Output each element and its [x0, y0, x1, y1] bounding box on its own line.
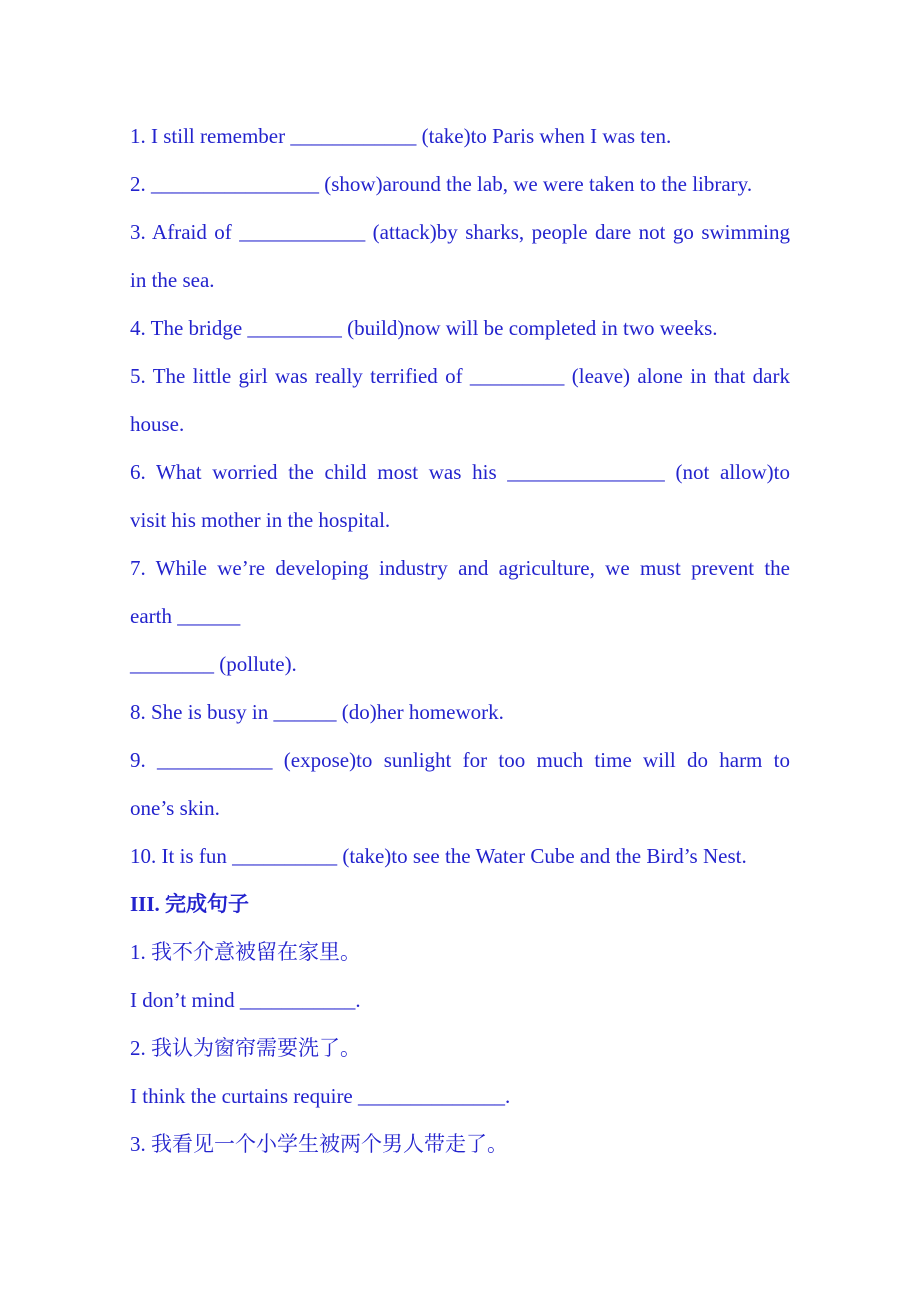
completion-item-1-chinese: 1. 我不介意被留在家里。: [130, 940, 361, 964]
exercise-item-9-line-2: one’s skin.: [130, 796, 220, 820]
exercise-item-5-line-2: house.: [130, 412, 185, 436]
exercise-item-9-line-1: 9. ___________ (expose)to sunlight for too much time will do harm to: [130, 748, 790, 772]
exercise-item-8: 8. She is busy in ______ (do)her homework.: [130, 700, 504, 724]
exercise-item-1: 1. I still remember ____________ (take)to Paris when I was ten.: [130, 124, 672, 148]
exercise-item-3-line-2: in the sea.: [130, 268, 215, 292]
exercise-item-7-line-1: 7. While we’re developing industry and agriculture, we must prevent the: [130, 556, 790, 580]
exercise-item-3-line-1: 3. Afraid of ____________ (attack)by sharks, people dare not go swimming: [130, 220, 790, 244]
completion-item-3-chinese: 3. 我看见一个小学生被两个男人带走了。: [130, 1132, 508, 1156]
completion-item-2-chinese: 2. 我认为窗帘需要洗了。: [130, 1036, 361, 1060]
exercise-item-7-line-3: ________ (pollute).: [130, 652, 297, 676]
exercise-item-6-line-2: visit his mother in the hospital.: [130, 508, 391, 532]
worksheet-page: [130, 112, 790, 1168]
completion-item-1-english: I don’t mind ___________.: [130, 988, 361, 1012]
exercise-item-7-line-2: earth ______: [130, 604, 241, 628]
section-iii-header: III. 完成句子: [130, 892, 250, 916]
exercise-item-2: 2. ________________ (show)around the lab, we were taken to the library.: [130, 172, 753, 196]
exercise-item-5-line-1: 5. The little girl was really terrified of _________ (leave) alone in that dark: [130, 364, 790, 388]
exercise-item-10: 10. It is fun __________ (take)to see the Water Cube and the Bird’s Nest.: [130, 844, 747, 868]
exercise-item-6-line-1: 6. What worried the child most was his _______________ (not allow)to: [130, 460, 790, 484]
completion-item-2-english: I think the curtains require ______________.: [130, 1084, 511, 1108]
exercise-item-4: 4. The bridge _________ (build)now will be completed in two weeks.: [130, 316, 718, 340]
